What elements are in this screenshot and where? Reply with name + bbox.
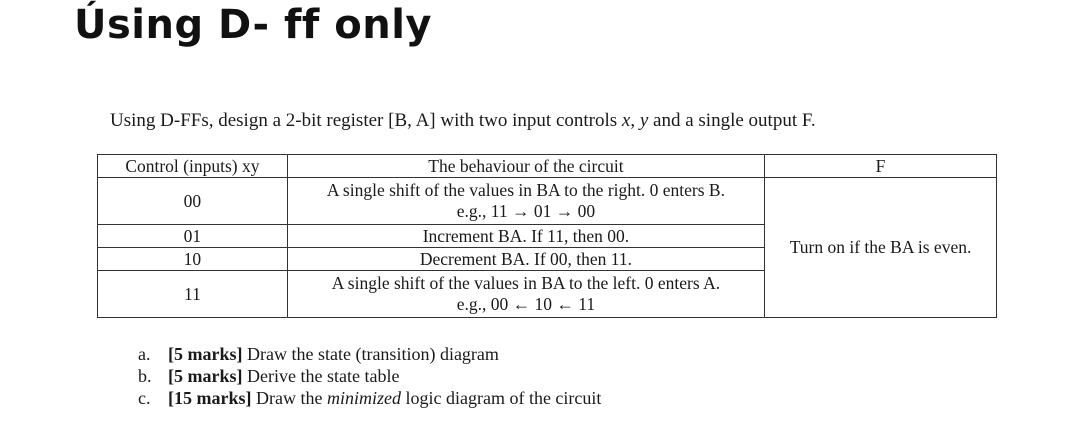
example: e.g., 11 → 01 → 00	[456, 201, 596, 221]
header-behaviour: The behaviour of the circuit	[287, 155, 764, 178]
list-item: c. [15 marks] Draw the minimized logic diagram of the circuit	[138, 388, 602, 408]
table-header-row	[98, 155, 997, 178]
marks: [5 marks]	[168, 344, 243, 364]
task-list	[138, 343, 601, 409]
output-cell: Turn on if the BA is even.	[765, 178, 997, 318]
list-item: a. [5 marks] Draw the state (transition) diagram	[138, 344, 499, 364]
table-row	[98, 178, 997, 225]
header-control: Control (inputs) xy	[98, 155, 288, 178]
intro-text: Using D-FFs, design a 2-bit register [B, A] with two input controls	[110, 110, 622, 131]
behaviour-table	[97, 154, 997, 318]
control-code: 00	[98, 178, 288, 225]
problem-statement: Using D-FFs, design a 2-bit register [B, A] with two input controls x, y and a single output F.	[110, 110, 816, 131]
list-item: b. [5 marks] Derive the state table	[138, 366, 400, 386]
var-x: x	[621, 110, 631, 131]
marks: [15 marks]	[168, 388, 252, 408]
control-code: 11	[98, 271, 288, 318]
behaviour-cell: A single shift of the values in BA to the right. 0 enters B. e.g., 11 → 01 → 00	[287, 178, 764, 225]
behaviour-cell: Decrement BA. If 00, then 11.	[287, 248, 764, 271]
behaviour-cell: A single shift of the values in BA to the left. 0 enters A. e.g., 00 ← 10 ← 11	[287, 271, 764, 318]
page-title: Úsing D- ff only	[74, 2, 432, 48]
var-y: y	[639, 110, 649, 131]
example: e.g., 00 ← 10 ← 11	[456, 294, 596, 314]
emphasis: minimized	[326, 388, 401, 408]
behaviour-cell: Increment BA. If 11, then 00.	[287, 225, 764, 248]
header-f: F	[765, 155, 997, 178]
marks: [5 marks]	[168, 366, 243, 386]
control-code: 01	[98, 225, 288, 248]
control-code: 10	[98, 248, 288, 271]
